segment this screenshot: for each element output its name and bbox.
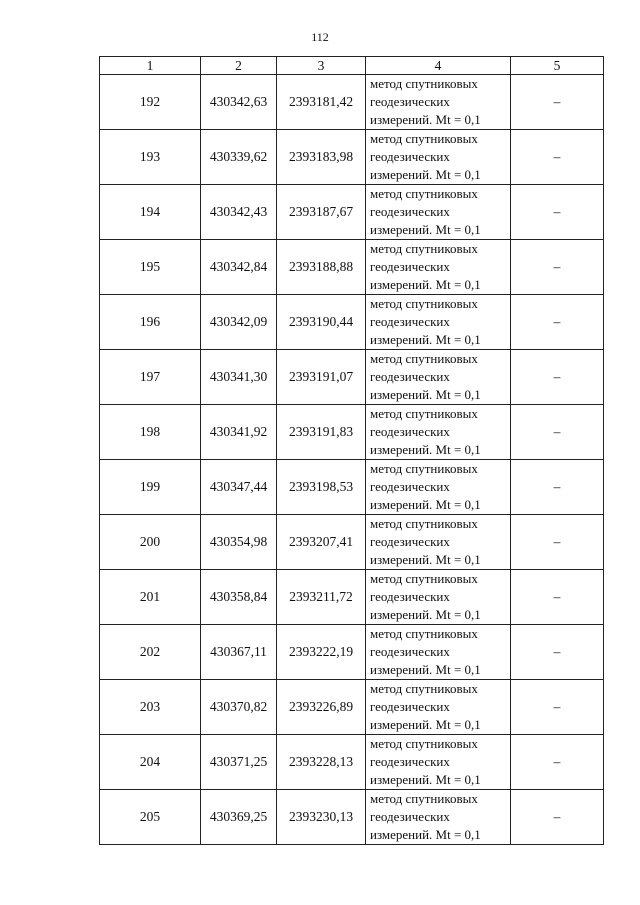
method-line-3: измерений. Mt = 0,1: [370, 552, 481, 567]
table-row: [100, 625, 604, 680]
method-line-1: метод спутниковых: [370, 626, 478, 641]
method-line-2: геодезических: [370, 534, 450, 549]
point-number-cell: 192: [100, 75, 201, 130]
note-cell: –: [511, 130, 604, 185]
method-line-2: геодезических: [370, 589, 450, 604]
method-cell: [366, 75, 511, 130]
method-line-1: метод спутниковых: [370, 351, 478, 366]
method-line-3: измерений. Mt = 0,1: [370, 222, 481, 237]
method-line-2: геодезических: [370, 644, 450, 659]
y-coordinate-cell: 2393226,89: [277, 680, 366, 735]
method-line-1: метод спутниковых: [370, 241, 478, 256]
point-number-cell: 194: [100, 185, 201, 240]
table-row: [100, 185, 604, 240]
header-col-3: 3: [277, 57, 366, 75]
table-header: [100, 57, 604, 75]
table-row: [100, 570, 604, 625]
point-number-cell: 200: [100, 515, 201, 570]
note-cell: –: [511, 240, 604, 295]
header-col-5: 5: [511, 57, 604, 75]
y-coordinate-cell: 2393207,41: [277, 515, 366, 570]
method-line-2: геодезических: [370, 699, 450, 714]
method-cell: [366, 130, 511, 185]
header-col-2: 2: [201, 57, 277, 75]
table-row: [100, 680, 604, 735]
method-line-1: метод спутниковых: [370, 186, 478, 201]
note-cell: –: [511, 75, 604, 130]
table-row: [100, 75, 604, 130]
point-number-cell: 198: [100, 405, 201, 460]
table-body: [100, 75, 604, 845]
y-coordinate-cell: 2393191,07: [277, 350, 366, 405]
method-line-1: метод спутниковых: [370, 406, 478, 421]
method-cell: [366, 570, 511, 625]
method-cell: [366, 240, 511, 295]
x-coordinate-cell: 430342,43: [201, 185, 277, 240]
point-number-cell: 199: [100, 460, 201, 515]
y-coordinate-cell: 2393187,67: [277, 185, 366, 240]
method-line-3: измерений. Mt = 0,1: [370, 332, 481, 347]
point-number-cell: 193: [100, 130, 201, 185]
method-cell: [366, 295, 511, 350]
note-cell: –: [511, 405, 604, 460]
x-coordinate-cell: 430339,62: [201, 130, 277, 185]
x-coordinate-cell: 430354,98: [201, 515, 277, 570]
method-cell: [366, 625, 511, 680]
table-row: [100, 240, 604, 295]
method-line-3: измерений. Mt = 0,1: [370, 827, 481, 842]
method-cell: [366, 350, 511, 405]
method-cell: [366, 405, 511, 460]
table-row: [100, 735, 604, 790]
method-cell: [366, 790, 511, 845]
method-cell: [366, 735, 511, 790]
x-coordinate-cell: 430371,25: [201, 735, 277, 790]
method-line-1: метод спутниковых: [370, 571, 478, 586]
method-line-3: измерений. Mt = 0,1: [370, 662, 481, 677]
x-coordinate-cell: 430369,25: [201, 790, 277, 845]
table-row: [100, 460, 604, 515]
method-cell: [366, 185, 511, 240]
point-number-cell: 203: [100, 680, 201, 735]
method-line-3: измерений. Mt = 0,1: [370, 387, 481, 402]
note-cell: –: [511, 625, 604, 680]
table-row: [100, 130, 604, 185]
y-coordinate-cell: 2393191,83: [277, 405, 366, 460]
y-coordinate-cell: 2393190,44: [277, 295, 366, 350]
point-number-cell: 195: [100, 240, 201, 295]
note-cell: –: [511, 735, 604, 790]
point-number-cell: 196: [100, 295, 201, 350]
method-line-1: метод спутниковых: [370, 791, 478, 806]
x-coordinate-cell: 430342,63: [201, 75, 277, 130]
method-line-2: геодезических: [370, 149, 450, 164]
note-cell: –: [511, 680, 604, 735]
method-line-2: геодезических: [370, 204, 450, 219]
method-line-1: метод спутниковых: [370, 131, 478, 146]
point-number-cell: 202: [100, 625, 201, 680]
x-coordinate-cell: 430347,44: [201, 460, 277, 515]
y-coordinate-cell: 2393222,19: [277, 625, 366, 680]
method-line-2: геодезических: [370, 479, 450, 494]
y-coordinate-cell: 2393228,13: [277, 735, 366, 790]
note-cell: –: [511, 790, 604, 845]
point-number-cell: 204: [100, 735, 201, 790]
table-row: [100, 790, 604, 845]
point-number-cell: 201: [100, 570, 201, 625]
method-line-3: измерений. Mt = 0,1: [370, 717, 481, 732]
y-coordinate-cell: 2393183,98: [277, 130, 366, 185]
note-cell: –: [511, 515, 604, 570]
note-cell: –: [511, 350, 604, 405]
method-line-2: геодезических: [370, 754, 450, 769]
method-line-3: измерений. Mt = 0,1: [370, 607, 481, 622]
point-number-cell: 205: [100, 790, 201, 845]
method-line-3: измерений. Mt = 0,1: [370, 112, 481, 127]
method-line-2: геодезических: [370, 369, 450, 384]
table-row: [100, 350, 604, 405]
table-row: [100, 405, 604, 460]
method-line-2: геодезических: [370, 94, 450, 109]
method-line-1: метод спутниковых: [370, 516, 478, 531]
x-coordinate-cell: 430358,84: [201, 570, 277, 625]
y-coordinate-cell: 2393211,72: [277, 570, 366, 625]
x-coordinate-cell: 430370,82: [201, 680, 277, 735]
x-coordinate-cell: 430341,30: [201, 350, 277, 405]
method-line-1: метод спутниковых: [370, 76, 478, 91]
method-line-2: геодезических: [370, 259, 450, 274]
x-coordinate-cell: 430367,11: [201, 625, 277, 680]
y-coordinate-cell: 2393181,42: [277, 75, 366, 130]
note-cell: –: [511, 295, 604, 350]
y-coordinate-cell: 2393198,53: [277, 460, 366, 515]
table-row: [100, 295, 604, 350]
note-cell: –: [511, 185, 604, 240]
y-coordinate-cell: 2393230,13: [277, 790, 366, 845]
x-coordinate-cell: 430341,92: [201, 405, 277, 460]
method-line-1: метод спутниковых: [370, 681, 478, 696]
method-line-3: измерений. Mt = 0,1: [370, 497, 481, 512]
method-line-1: метод спутниковых: [370, 296, 478, 311]
note-cell: –: [511, 570, 604, 625]
page-number: 112: [311, 30, 329, 44]
method-line-2: геодезических: [370, 424, 450, 439]
x-coordinate-cell: 430342,84: [201, 240, 277, 295]
method-line-3: измерений. Mt = 0,1: [370, 772, 481, 787]
coordinates-table: [99, 56, 604, 845]
header-col-1: 1: [100, 57, 201, 75]
y-coordinate-cell: 2393188,88: [277, 240, 366, 295]
method-cell: [366, 460, 511, 515]
note-cell: –: [511, 460, 604, 515]
method-line-2: геодезических: [370, 809, 450, 824]
header-row: [100, 57, 604, 75]
method-line-3: измерений. Mt = 0,1: [370, 442, 481, 457]
method-line-1: метод спутниковых: [370, 461, 478, 476]
method-line-1: метод спутниковых: [370, 736, 478, 751]
method-cell: [366, 515, 511, 570]
x-coordinate-cell: 430342,09: [201, 295, 277, 350]
table-row: [100, 515, 604, 570]
point-number-cell: 197: [100, 350, 201, 405]
method-cell: [366, 680, 511, 735]
method-line-3: измерений. Mt = 0,1: [370, 167, 481, 182]
header-col-4: 4: [366, 57, 511, 75]
method-line-2: геодезических: [370, 314, 450, 329]
method-line-3: измерений. Mt = 0,1: [370, 277, 481, 292]
